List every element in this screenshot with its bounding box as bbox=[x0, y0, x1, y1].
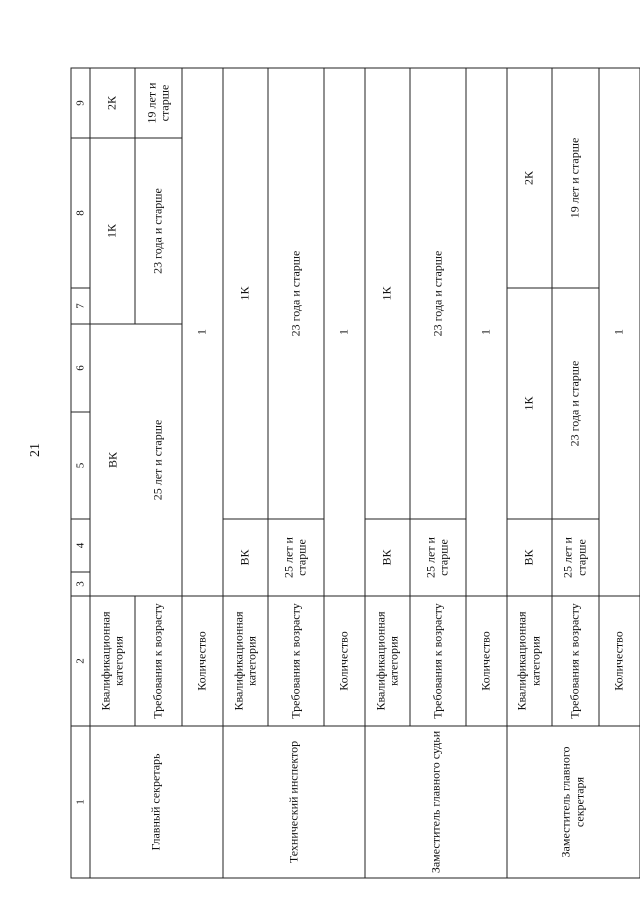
category-value: 2К bbox=[90, 68, 135, 138]
count-value: 1 bbox=[599, 68, 640, 596]
requirements-table bbox=[71, 68, 640, 879]
age-value: 23 года и старше bbox=[135, 138, 182, 324]
header-cell-9: 9 bbox=[71, 68, 90, 138]
row-label-count: Количество bbox=[466, 596, 507, 726]
age-value: 25 лет и старше bbox=[135, 324, 182, 596]
header-row bbox=[71, 68, 90, 878]
category-value: 1К bbox=[223, 68, 268, 519]
page-number: 21 bbox=[28, 443, 43, 457]
age-value: 25 лет и старше bbox=[552, 519, 599, 596]
row-label-age: Требования к возрасту bbox=[268, 596, 324, 726]
position-cell: Заместитель главного судьи bbox=[365, 726, 507, 878]
header-cell-5: 5 bbox=[71, 412, 90, 519]
age-value: 23 года и старше bbox=[410, 68, 466, 519]
header-cell-4: 4 bbox=[71, 519, 90, 572]
row-label-category: Квалификационная категория bbox=[507, 596, 552, 726]
category-value: ВК bbox=[223, 519, 268, 596]
header-cell-6: 6 bbox=[71, 324, 90, 412]
count-value: 1 bbox=[182, 68, 223, 596]
category-value: ВК bbox=[507, 519, 552, 596]
rotated-table-wrapper bbox=[71, 69, 626, 879]
table-row bbox=[90, 68, 135, 878]
age-value: 19 лет и старше bbox=[552, 68, 599, 288]
position-cell: Технический инспектор bbox=[223, 726, 365, 878]
header-cell-8: 8 bbox=[71, 138, 90, 288]
row-label-age: Требования к возрасту bbox=[410, 596, 466, 726]
header-cell-1: 1 bbox=[71, 726, 90, 878]
age-value: 23 года и старше bbox=[268, 68, 324, 519]
header-cell-3: 3 bbox=[71, 572, 90, 596]
header-cell-7: 7 bbox=[71, 288, 90, 324]
category-value: ВК bbox=[365, 519, 410, 596]
table-row bbox=[223, 68, 268, 878]
age-value: 25 лет и старше bbox=[410, 519, 466, 596]
row-label-count: Количество bbox=[324, 596, 365, 726]
position-cell: Заместитель главного секретаря bbox=[507, 726, 640, 878]
age-value: 23 года и старше bbox=[552, 288, 599, 519]
row-label-count: Количество bbox=[599, 596, 640, 726]
count-value: 1 bbox=[324, 68, 365, 596]
count-value: 1 bbox=[466, 68, 507, 596]
category-value: ВК bbox=[90, 324, 135, 596]
age-value: 19 лет и старше bbox=[135, 68, 182, 138]
row-label-age: Требования к возрасту bbox=[135, 596, 182, 726]
category-value: 2К bbox=[507, 68, 552, 288]
row-label-category: Квалификационная категория bbox=[223, 596, 268, 726]
row-label-category: Квалификационная категория bbox=[90, 596, 135, 726]
category-value: 1К bbox=[507, 288, 552, 519]
age-value: 25 лет и старше bbox=[268, 519, 324, 596]
row-label-category: Квалификационная категория bbox=[365, 596, 410, 726]
category-value: 1К bbox=[90, 138, 135, 324]
row-label-count: Количество bbox=[182, 596, 223, 726]
row-label-age: Требования к возрасту bbox=[552, 596, 599, 726]
position-cell: Главный секретарь bbox=[90, 726, 223, 878]
table-row bbox=[365, 68, 410, 878]
category-value: 1К bbox=[365, 68, 410, 519]
table-row bbox=[507, 68, 552, 878]
header-cell-2: 2 bbox=[71, 596, 90, 726]
